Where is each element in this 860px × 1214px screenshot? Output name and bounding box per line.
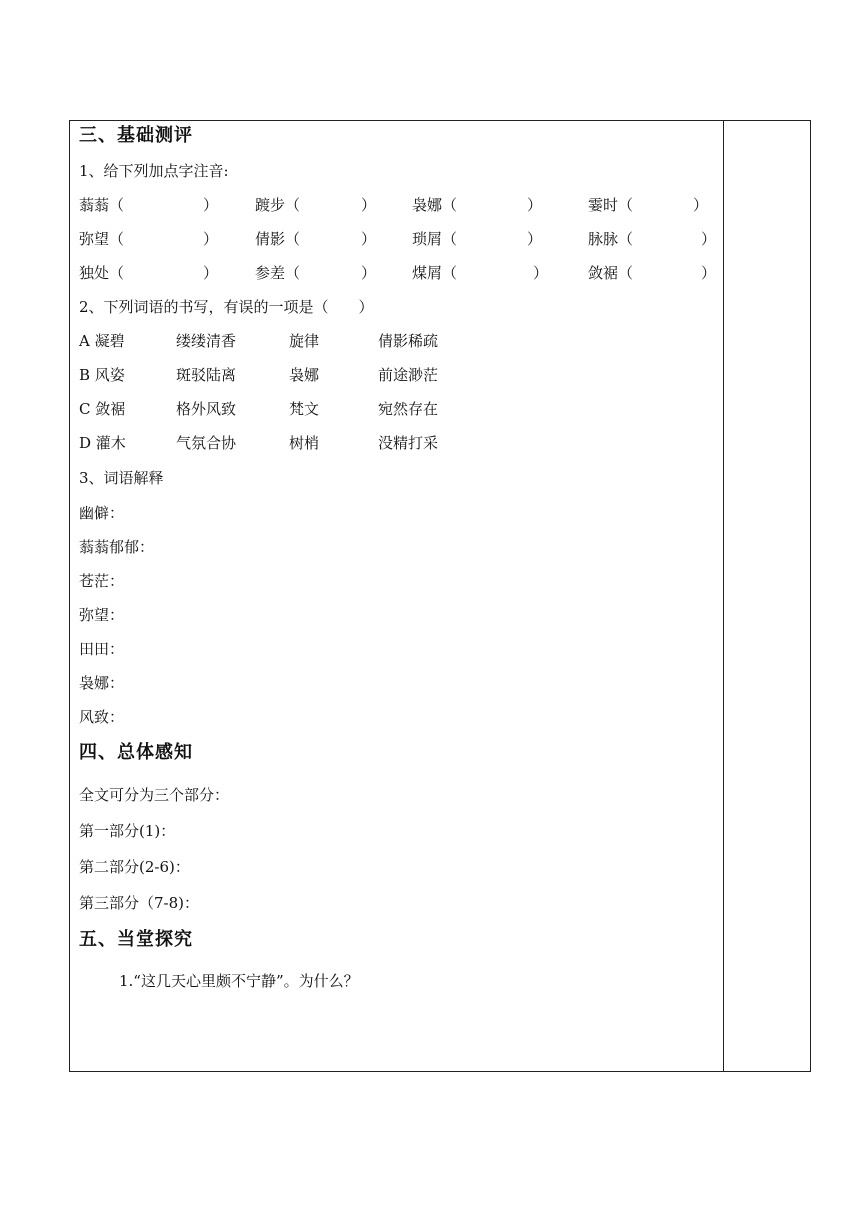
- pinyin-close: ）: [701, 264, 717, 282]
- pinyin-word: 敛裾（: [588, 264, 634, 282]
- part-item: 第一部分(1)：: [79, 822, 176, 840]
- option-label: C 敛裾: [79, 400, 126, 418]
- section4-intro: 全文可分为三个部分：: [79, 786, 230, 804]
- option-word: 倩影稀疏: [378, 332, 439, 350]
- pinyin-word: 袅娜（: [412, 196, 458, 214]
- pinyin-close: ）: [701, 230, 717, 248]
- option-word: 树梢: [289, 434, 320, 452]
- option-word: 前途渺茫: [378, 366, 439, 384]
- pinyin-word: 参差（: [255, 264, 301, 282]
- option-label: A 凝碧: [79, 332, 125, 350]
- pinyin-word: 弥望（: [79, 230, 125, 248]
- pinyin-row: [79, 195, 719, 215]
- pinyin-close: ）: [527, 230, 543, 248]
- question2-prompt: 2、下列词语的书写，有误的一项是（ ）: [79, 298, 374, 316]
- pinyin-close: ）: [203, 196, 219, 214]
- pinyin-word: 独处（: [79, 264, 125, 282]
- pinyin-word: 霎时（: [588, 196, 634, 214]
- option-word: 格外风致: [176, 400, 237, 418]
- section4-title: 四、总体感知: [79, 742, 193, 763]
- option-word: 没精打采: [378, 434, 439, 452]
- term-definition: 蓊蓊郁郁：: [79, 538, 155, 556]
- term-definition: 田田：: [79, 640, 125, 658]
- term-definition: 风致：: [79, 708, 125, 726]
- pinyin-close: ）: [203, 264, 219, 282]
- pinyin-word: 踱步（: [255, 196, 301, 214]
- option-row: [79, 399, 719, 419]
- term-definition: 袅娜：: [79, 674, 125, 692]
- section3-title: 三、基础测评: [79, 125, 193, 146]
- pinyin-close: ）: [361, 264, 377, 282]
- section5-title: 五、当堂探究: [79, 929, 193, 950]
- column-divider: [723, 121, 724, 1071]
- pinyin-word: 煤屑（: [412, 264, 458, 282]
- pinyin-close: ）: [527, 196, 543, 214]
- option-word: 斑驳陆离: [176, 366, 237, 384]
- part-item: 第三部分（7-8)：: [79, 894, 200, 912]
- pinyin-word: 琐屑（: [412, 230, 458, 248]
- pinyin-row: [79, 229, 719, 249]
- pinyin-word: 倩影（: [255, 230, 301, 248]
- term-definition: 弥望：: [79, 606, 125, 624]
- option-word: 袅娜: [289, 366, 320, 384]
- worksheet-table: [69, 120, 811, 1072]
- pinyin-close: ）: [693, 196, 709, 214]
- option-word: 宛然存在: [378, 400, 439, 418]
- option-word: 气氛合协: [176, 434, 237, 452]
- pinyin-close: ）: [361, 230, 377, 248]
- pinyin-row: [79, 263, 719, 283]
- term-definition: 苍茫：: [79, 572, 125, 590]
- option-label: D 灌木: [79, 434, 126, 452]
- option-label: B 风姿: [79, 366, 125, 384]
- pinyin-close: ）: [533, 264, 549, 282]
- option-word: 梵文: [289, 400, 320, 418]
- option-row: [79, 331, 719, 351]
- question3-prompt: 3、词语解释: [79, 469, 164, 487]
- option-word: 旋律: [289, 332, 320, 350]
- part-item: 第二部分(2-6)：: [79, 858, 190, 876]
- option-row: [79, 433, 719, 453]
- option-row: [79, 365, 719, 385]
- pinyin-close: ）: [361, 196, 377, 214]
- option-word: 缕缕清香: [176, 332, 237, 350]
- question1-prompt: 1、给下列加点字注音:: [79, 162, 229, 180]
- term-definition: 幽僻：: [79, 504, 125, 522]
- pinyin-word: 脉脉（: [588, 230, 634, 248]
- exploration-question: 1.“这几天心里颇不宁静”。为什么？: [119, 972, 359, 990]
- pinyin-word: 蓊蓊（: [79, 196, 125, 214]
- pinyin-close: ）: [203, 230, 219, 248]
